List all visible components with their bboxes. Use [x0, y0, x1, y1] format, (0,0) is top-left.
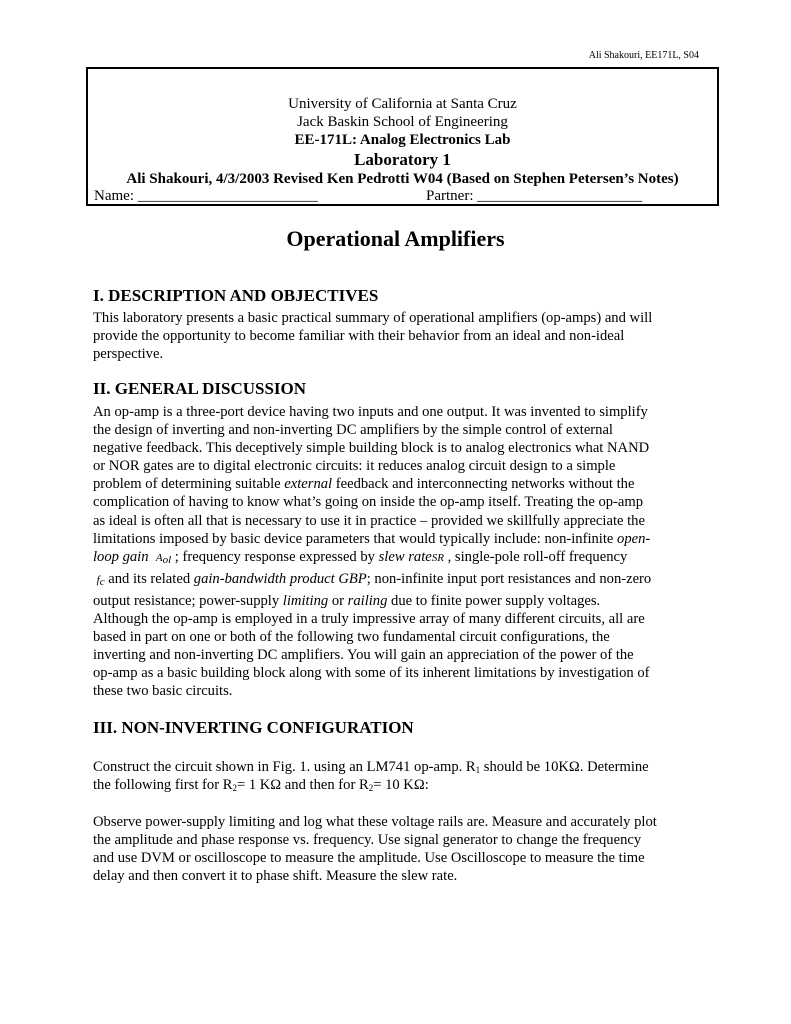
text-line: provide the opportunity to become familiar with their behavior from an ideal and non-ideal — [93, 328, 625, 345]
text-run: , single-pole roll-off frequency — [443, 548, 628, 565]
text-line: based in part on one or both of the following two fundamental circuit configurations, the — [93, 629, 610, 646]
text-line — [93, 592, 699, 610]
running-head: Ali Shakouri, EE171L, S04 — [588, 50, 699, 61]
text-run: ; non-infinite input port resistances and non-zero — [366, 570, 652, 587]
text-line: complication of having to know what’s going on inside the op-amp itself. Treating the op-amp — [93, 494, 644, 511]
text-line — [93, 776, 699, 794]
text-line: and use DVM or oscilloscope to measure the amplitude. Use Oscilloscope to measure the time — [93, 850, 645, 867]
text-line — [93, 570, 699, 589]
symbol-sub: c — [99, 575, 105, 588]
text-line: delay and then convert it to phase shift. Measure the slew rate. — [93, 868, 458, 885]
subscript: 2 — [368, 783, 374, 794]
text-run: = 10 KΩ: — [373, 777, 429, 794]
text-line: Observe power-supply limiting and log what these voltage rails are. Measure and accurately plot — [93, 814, 657, 830]
section-1-heading: I. DESCRIPTION AND OBJECTIVES — [93, 286, 379, 305]
name-partner-row — [94, 188, 717, 205]
text-run: should be 10KΩ. Determine — [480, 759, 649, 775]
lab-line: Laboratory 1 — [354, 150, 451, 169]
name-field[interactable]: Name: ________________________ — [94, 188, 318, 204]
emphasis: gain-bandwidth product GBP — [193, 570, 367, 587]
partner-field[interactable]: Partner: ______________________ — [426, 188, 643, 204]
text-run: feedback and interconnecting networks without the — [332, 476, 635, 493]
course-line: EE-171L: Analog Electronics Lab — [294, 132, 511, 148]
subscript: 2 — [232, 783, 237, 794]
text-line: as ideal is often all that is necessary to use it in practice – provided we skillfully appreciate the — [93, 512, 645, 529]
text-run: ; frequency response expressed by — [171, 548, 379, 565]
emphasis: slew rate — [378, 548, 432, 565]
emphasis: limiting — [282, 592, 329, 609]
text-line: op-amp as a basic building block along with some of its inherent limitations by investigation of — [93, 665, 650, 682]
text-line: This laboratory presents a basic practical summary of operational amplifiers (op-amps) and will — [93, 310, 653, 326]
text-line: An op-amp is a three-port device having two inputs and one output. It was invented to simplify — [93, 404, 648, 420]
text-line: negative feedback. This deceptively simple building block is to analog electronics what NAND — [93, 440, 650, 457]
text-run: problem of determining suitable — [93, 476, 285, 493]
text-line: these two basic circuits. — [93, 683, 233, 700]
text-line: Although the op-amp is employed in a truly impressive array of many different circuits, all are — [93, 611, 645, 628]
section-2-heading: II. GENERAL DISCUSSION — [93, 379, 307, 398]
text-line: or NOR gates are to digital electronic circuits: it reduces analog circuit design to a simple — [93, 458, 616, 475]
section-3-heading: III. NON-INVERTING CONFIGURATION — [93, 718, 414, 737]
text-line: inverting and non-inverting DC amplifiers. You will gain an appreciation of the power of the — [93, 647, 634, 664]
text-line — [93, 530, 699, 548]
text-run: due to finite power supply voltages. — [387, 592, 601, 609]
section-3-body-2 — [93, 813, 699, 885]
text-line: perspective. — [93, 346, 164, 363]
subscript: 1 — [475, 765, 481, 775]
emphasis: railing — [347, 592, 388, 609]
text-run: and its related — [104, 570, 194, 587]
text-line: the design of inverting and non-inverting DC amplifiers by the simple control of external — [93, 422, 613, 439]
header-box — [86, 67, 719, 206]
section-1-body — [93, 309, 699, 363]
university-line: University of California at Santa Cruz — [288, 96, 517, 112]
text-run: output resistance; power-supply — [93, 592, 283, 609]
authors-line: Ali Shakouri, 4/3/2003 Revised Ken Pedrotti W04 (Based on Stephen Petersen’s Notes) — [126, 171, 679, 187]
section-2-body — [93, 403, 699, 701]
school-line: Jack Baskin School of Engineering — [297, 114, 508, 130]
text-line — [93, 475, 699, 493]
text-line — [93, 758, 699, 776]
text-run: Construct the circuit shown in Fig. 1. using an LM741 op-amp. R — [93, 759, 476, 775]
text-line — [93, 548, 699, 567]
emphasis: open- — [617, 530, 651, 547]
emphasis: loop gain — [93, 548, 149, 565]
symbol-a: A — [155, 551, 163, 564]
symbol-sr: SR — [431, 551, 444, 564]
symbol-sub: ol — [162, 553, 172, 566]
section-3-body — [93, 758, 699, 794]
emphasis: external — [284, 476, 333, 493]
text-line: the amplitude and phase response vs. frequency. Use signal generator to change the frequency — [93, 832, 642, 849]
text-run: or — [328, 592, 348, 609]
text-run: limitations imposed by basic device parameters that would typically include: non-infinite — [93, 530, 618, 547]
symbol-f: f — [96, 573, 100, 586]
text-run: the following first for R — [93, 777, 233, 794]
page-title: Operational Amplifiers — [286, 226, 505, 251]
text-run: = 1 KΩ and then for R — [236, 777, 369, 794]
